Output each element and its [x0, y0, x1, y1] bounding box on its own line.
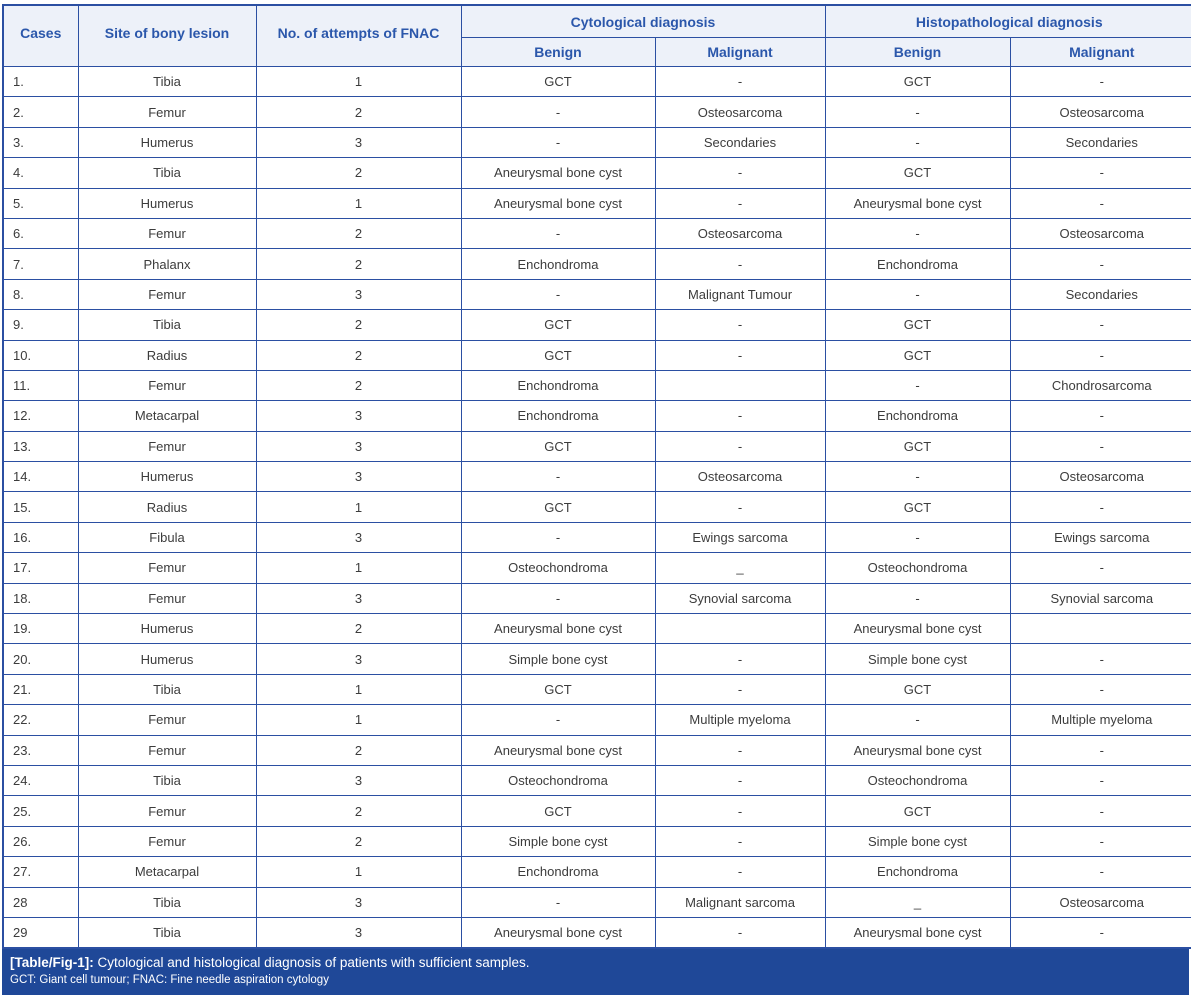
cell-site: Tibia [78, 310, 256, 340]
cell-attempts: 3 [256, 644, 461, 674]
cell-histo-malignant: - [1010, 765, 1191, 795]
table-row [3, 614, 1191, 644]
cell-site: Femur [78, 97, 256, 127]
cell-cyto-benign: - [461, 887, 655, 917]
cell-histo-benign: Aneurysmal bone cyst [825, 614, 1010, 644]
cell-cyto-benign: Enchondroma [461, 370, 655, 400]
cell-site: Phalanx [78, 249, 256, 279]
cell-cyto-malignant: - [655, 158, 825, 188]
cell-histo-benign: - [825, 370, 1010, 400]
cell-cyto-malignant: - [655, 492, 825, 522]
cell-cases: 3. [3, 127, 78, 157]
cell-site: Fibula [78, 522, 256, 552]
cell-histo-malignant: - [1010, 492, 1191, 522]
cell-cyto-malignant: Malignant sarcoma [655, 887, 825, 917]
table-figure [2, 4, 1189, 995]
cell-cyto-malignant [655, 614, 825, 644]
cell-cases: 6. [3, 218, 78, 248]
cell-cyto-benign: GCT [461, 674, 655, 704]
cell-cases: 5. [3, 188, 78, 218]
cell-cyto-malignant: - [655, 431, 825, 461]
cell-histo-benign: - [825, 279, 1010, 309]
cell-histo-malignant: - [1010, 401, 1191, 431]
diagnosis-table [2, 4, 1191, 949]
cell-attempts: 3 [256, 765, 461, 795]
cell-cyto-malignant: - [655, 401, 825, 431]
cell-attempts: 2 [256, 158, 461, 188]
cell-cyto-benign: Simple bone cyst [461, 826, 655, 856]
cell-cases: 18. [3, 583, 78, 613]
cell-attempts: 3 [256, 583, 461, 613]
cell-attempts: 1 [256, 857, 461, 887]
cell-cases: 29 [3, 917, 78, 948]
cell-cyto-benign: Aneurysmal bone cyst [461, 614, 655, 644]
cell-cyto-malignant: Osteosarcoma [655, 218, 825, 248]
caption-line [10, 954, 1179, 972]
cell-histo-malignant: - [1010, 431, 1191, 461]
cell-histo-malignant: - [1010, 826, 1191, 856]
caption-text: Cytological and histological diagnosis of patients with sufficient samples. [97, 955, 530, 971]
cell-cases: 26. [3, 826, 78, 856]
cell-site: Humerus [78, 614, 256, 644]
cell-attempts: 2 [256, 218, 461, 248]
cell-cyto-malignant: Ewings sarcoma [655, 522, 825, 552]
table-row [3, 431, 1191, 461]
cell-histo-malignant: Osteosarcoma [1010, 462, 1191, 492]
cell-site: Femur [78, 705, 256, 735]
cell-attempts: 2 [256, 796, 461, 826]
cell-site: Femur [78, 826, 256, 856]
cell-attempts: 1 [256, 553, 461, 583]
cell-cases: 24. [3, 765, 78, 795]
cell-cyto-malignant: - [655, 826, 825, 856]
cell-cases: 27. [3, 857, 78, 887]
cell-cyto-malignant: - [655, 644, 825, 674]
cell-cases: 21. [3, 674, 78, 704]
col-header-histo-benign: Benign [825, 38, 1010, 67]
col-header-site: Site of bony lesion [78, 5, 256, 67]
cell-cases: 15. [3, 492, 78, 522]
group-header-cytological: Cytological diagnosis [461, 5, 825, 38]
cell-histo-benign: Enchondroma [825, 401, 1010, 431]
cell-histo-malignant: Osteosarcoma [1010, 97, 1191, 127]
cell-histo-malignant: - [1010, 553, 1191, 583]
cell-cyto-benign: Enchondroma [461, 857, 655, 887]
cell-histo-malignant: - [1010, 67, 1191, 97]
cell-cyto-malignant: Osteosarcoma [655, 462, 825, 492]
cell-histo-benign: GCT [825, 158, 1010, 188]
cell-attempts: 3 [256, 522, 461, 552]
cell-histo-benign: GCT [825, 674, 1010, 704]
cell-site: Femur [78, 218, 256, 248]
cell-histo-malignant: Secondaries [1010, 127, 1191, 157]
cell-cases: 9. [3, 310, 78, 340]
table-row [3, 310, 1191, 340]
cell-cyto-malignant: _ [655, 553, 825, 583]
cell-attempts: 3 [256, 887, 461, 917]
table-row [3, 401, 1191, 431]
cell-cyto-benign: - [461, 705, 655, 735]
cell-cyto-benign: GCT [461, 796, 655, 826]
cell-site: Femur [78, 431, 256, 461]
cell-histo-benign: GCT [825, 67, 1010, 97]
cell-cases: 28 [3, 887, 78, 917]
cell-histo-benign: - [825, 127, 1010, 157]
cell-cyto-benign: Aneurysmal bone cyst [461, 735, 655, 765]
cell-cyto-benign: - [461, 583, 655, 613]
cell-cyto-malignant: - [655, 674, 825, 704]
cell-histo-malignant: Secondaries [1010, 279, 1191, 309]
cell-cyto-malignant: - [655, 765, 825, 795]
col-header-cases: Cases [3, 5, 78, 67]
table-row [3, 674, 1191, 704]
cell-cyto-benign: - [461, 218, 655, 248]
table-row [3, 127, 1191, 157]
cell-site: Tibia [78, 67, 256, 97]
cell-cases: 16. [3, 522, 78, 552]
cell-attempts: 2 [256, 735, 461, 765]
cell-histo-malignant: Multiple myeloma [1010, 705, 1191, 735]
cell-site: Femur [78, 553, 256, 583]
cell-histo-malignant: - [1010, 644, 1191, 674]
cell-cases: 1. [3, 67, 78, 97]
cell-cases: 7. [3, 249, 78, 279]
cell-histo-malignant: - [1010, 735, 1191, 765]
cell-site: Femur [78, 279, 256, 309]
cell-cyto-malignant: - [655, 67, 825, 97]
cell-histo-benign: GCT [825, 492, 1010, 522]
cell-histo-benign: Osteochondroma [825, 765, 1010, 795]
cell-cases: 19. [3, 614, 78, 644]
cell-site: Radius [78, 492, 256, 522]
cell-histo-malignant: Chondrosarcoma [1010, 370, 1191, 400]
cell-attempts: 3 [256, 279, 461, 309]
table-row [3, 826, 1191, 856]
cell-histo-malignant: Synovial sarcoma [1010, 583, 1191, 613]
cell-histo-benign: Enchondroma [825, 249, 1010, 279]
cell-cyto-benign: GCT [461, 492, 655, 522]
table-row [3, 765, 1191, 795]
cell-site: Femur [78, 583, 256, 613]
table-row [3, 249, 1191, 279]
cell-attempts: 3 [256, 462, 461, 492]
cell-site: Femur [78, 735, 256, 765]
cell-cyto-benign: Osteochondroma [461, 553, 655, 583]
cell-cases: 2. [3, 97, 78, 127]
table-row [3, 522, 1191, 552]
cell-histo-malignant: - [1010, 857, 1191, 887]
table-row [3, 857, 1191, 887]
cell-site: Tibia [78, 765, 256, 795]
cell-cyto-benign: Aneurysmal bone cyst [461, 188, 655, 218]
group-header-histopathological: Histopathological diagnosis [825, 5, 1191, 38]
cell-histo-benign: GCT [825, 310, 1010, 340]
cell-histo-benign: GCT [825, 340, 1010, 370]
cell-histo-malignant: - [1010, 917, 1191, 948]
table-row [3, 917, 1191, 948]
cell-attempts: 1 [256, 705, 461, 735]
cell-cyto-malignant: - [655, 249, 825, 279]
group-header-row [3, 5, 1191, 38]
cell-histo-malignant: - [1010, 249, 1191, 279]
cell-cyto-benign: GCT [461, 67, 655, 97]
cell-cyto-benign: - [461, 279, 655, 309]
cell-cases: 20. [3, 644, 78, 674]
cell-histo-benign: GCT [825, 431, 1010, 461]
cell-cases: 12. [3, 401, 78, 431]
cell-cyto-malignant: - [655, 917, 825, 948]
cell-cyto-malignant: Osteosarcoma [655, 97, 825, 127]
cell-histo-benign: Aneurysmal bone cyst [825, 917, 1010, 948]
cell-site: Humerus [78, 127, 256, 157]
table-row [3, 340, 1191, 370]
col-header-histo-malignant: Malignant [1010, 38, 1191, 67]
cell-site: Tibia [78, 158, 256, 188]
cell-histo-malignant [1010, 614, 1191, 644]
cell-cyto-malignant: - [655, 340, 825, 370]
table-row [3, 279, 1191, 309]
cell-histo-benign: Osteochondroma [825, 553, 1010, 583]
cell-site: Humerus [78, 462, 256, 492]
cell-site: Radius [78, 340, 256, 370]
table-row [3, 67, 1191, 97]
table-row [3, 492, 1191, 522]
cell-cyto-malignant: Secondaries [655, 127, 825, 157]
cell-histo-malignant: - [1010, 188, 1191, 218]
cell-cases: 4. [3, 158, 78, 188]
cell-cyto-malignant: - [655, 796, 825, 826]
cell-cyto-benign: Enchondroma [461, 249, 655, 279]
cell-histo-benign: _ [825, 887, 1010, 917]
cell-cyto-malignant [655, 370, 825, 400]
cell-site: Humerus [78, 188, 256, 218]
cell-cases: 11. [3, 370, 78, 400]
cell-histo-malignant: Osteosarcoma [1010, 218, 1191, 248]
cell-site: Metacarpal [78, 401, 256, 431]
table-row [3, 583, 1191, 613]
col-header-cyto-malignant: Malignant [655, 38, 825, 67]
cell-cyto-malignant: Malignant Tumour [655, 279, 825, 309]
cell-cyto-benign: Aneurysmal bone cyst [461, 917, 655, 948]
table-row [3, 553, 1191, 583]
cell-site: Humerus [78, 644, 256, 674]
cell-site: Tibia [78, 887, 256, 917]
cell-cases: 10. [3, 340, 78, 370]
cell-attempts: 1 [256, 67, 461, 97]
cell-attempts: 2 [256, 370, 461, 400]
cell-histo-malignant: - [1010, 796, 1191, 826]
cell-cyto-benign: - [461, 522, 655, 552]
cell-attempts: 3 [256, 127, 461, 157]
cell-attempts: 2 [256, 97, 461, 127]
cell-histo-benign: - [825, 583, 1010, 613]
cell-attempts: 1 [256, 188, 461, 218]
cell-histo-benign: - [825, 97, 1010, 127]
caption-label: [Table/Fig-1]: [10, 955, 94, 971]
col-header-cyto-benign: Benign [461, 38, 655, 67]
cell-histo-benign: Enchondroma [825, 857, 1010, 887]
table-row [3, 796, 1191, 826]
cell-attempts: 3 [256, 431, 461, 461]
cell-attempts: 3 [256, 401, 461, 431]
cell-histo-malignant: Ewings sarcoma [1010, 522, 1191, 552]
cell-cases: 13. [3, 431, 78, 461]
cell-histo-malignant: - [1010, 310, 1191, 340]
cell-cyto-malignant: Multiple myeloma [655, 705, 825, 735]
cell-histo-benign: - [825, 462, 1010, 492]
cell-cases: 22. [3, 705, 78, 735]
cell-cyto-benign: GCT [461, 431, 655, 461]
cell-histo-benign: - [825, 522, 1010, 552]
cell-cyto-benign: - [461, 97, 655, 127]
caption-abbreviations: GCT: Giant cell tumour; FNAC: Fine needle aspiration cytology [10, 974, 329, 987]
cell-cyto-benign: - [461, 127, 655, 157]
cell-attempts: 3 [256, 917, 461, 948]
cell-cyto-malignant: - [655, 735, 825, 765]
cell-site: Femur [78, 370, 256, 400]
cell-cyto-benign: GCT [461, 310, 655, 340]
cell-histo-malignant: - [1010, 340, 1191, 370]
cell-histo-benign: Simple bone cyst [825, 644, 1010, 674]
cell-cyto-malignant: Synovial sarcoma [655, 583, 825, 613]
cell-cyto-malignant: - [655, 857, 825, 887]
cell-cases: 25. [3, 796, 78, 826]
cell-cyto-benign: Simple bone cyst [461, 644, 655, 674]
table-row [3, 370, 1191, 400]
cell-cyto-benign: Enchondroma [461, 401, 655, 431]
cell-histo-benign: - [825, 705, 1010, 735]
cell-histo-malignant: Osteosarcoma [1010, 887, 1191, 917]
cell-cyto-benign: - [461, 462, 655, 492]
cell-histo-benign: GCT [825, 796, 1010, 826]
cell-cases: 8. [3, 279, 78, 309]
cell-attempts: 2 [256, 826, 461, 856]
cell-attempts: 2 [256, 310, 461, 340]
cell-attempts: 1 [256, 674, 461, 704]
cell-cases: 23. [3, 735, 78, 765]
cell-cyto-malignant: - [655, 310, 825, 340]
cell-attempts: 1 [256, 492, 461, 522]
cell-histo-benign: Aneurysmal bone cyst [825, 735, 1010, 765]
table-row [3, 462, 1191, 492]
table-row [3, 188, 1191, 218]
cell-cases: 14. [3, 462, 78, 492]
col-header-attempts: No. of attempts of FNAC [256, 5, 461, 67]
cell-attempts: 2 [256, 614, 461, 644]
cell-cases: 17. [3, 553, 78, 583]
cell-site: Femur [78, 796, 256, 826]
table-body [3, 67, 1191, 949]
table-row [3, 97, 1191, 127]
table-row [3, 735, 1191, 765]
table-row [3, 644, 1191, 674]
cell-histo-benign: Aneurysmal bone cyst [825, 188, 1010, 218]
cell-histo-benign: Simple bone cyst [825, 826, 1010, 856]
cell-cyto-malignant: - [655, 188, 825, 218]
cell-site: Metacarpal [78, 857, 256, 887]
cell-histo-malignant: - [1010, 158, 1191, 188]
cell-attempts: 2 [256, 340, 461, 370]
table-row [3, 705, 1191, 735]
table-caption-bar [2, 949, 1189, 995]
cell-site: Tibia [78, 674, 256, 704]
cell-cyto-benign: Osteochondroma [461, 765, 655, 795]
cell-attempts: 2 [256, 249, 461, 279]
table-row [3, 218, 1191, 248]
cell-cyto-benign: GCT [461, 340, 655, 370]
cell-histo-malignant: - [1010, 674, 1191, 704]
table-row [3, 158, 1191, 188]
cell-histo-benign: - [825, 218, 1010, 248]
cell-site: Tibia [78, 917, 256, 948]
table-row [3, 887, 1191, 917]
cell-cyto-benign: Aneurysmal bone cyst [461, 158, 655, 188]
